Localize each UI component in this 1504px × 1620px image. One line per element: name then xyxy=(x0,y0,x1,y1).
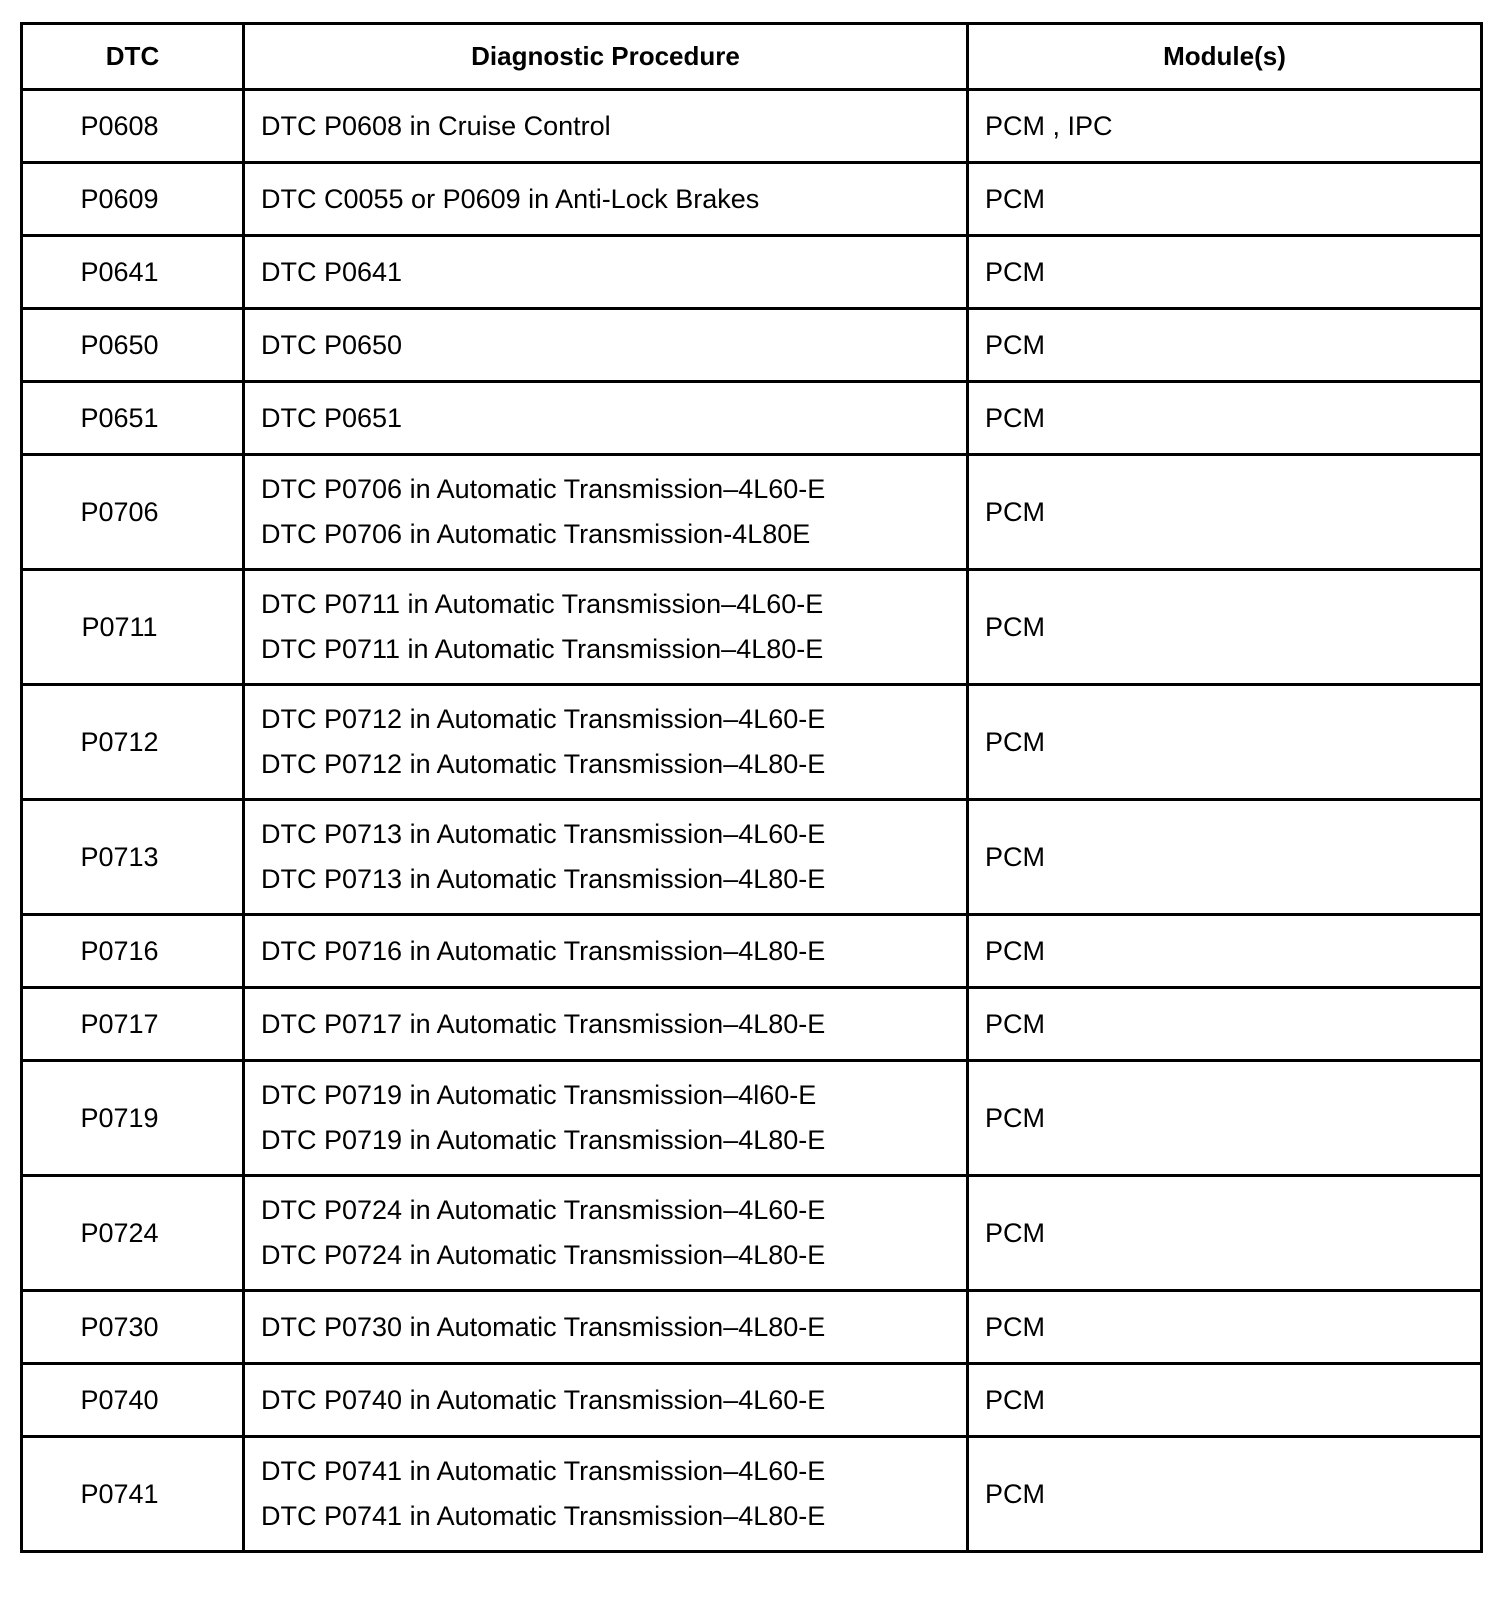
table-row xyxy=(22,236,1482,309)
diagnostic-procedure-link: DTC P0724 in Automatic Transmission–4L80-E xyxy=(261,1240,826,1270)
diagnostic-procedure-cell xyxy=(244,163,968,236)
diagnostic-procedure-link: DTC P0641 xyxy=(261,256,403,287)
diagnostic-procedure-link: DTC P0741 in Automatic Transmission–4L80-E xyxy=(261,1501,826,1531)
modules-cell: PCM xyxy=(968,382,1482,455)
diagnostic-procedure-cell xyxy=(244,800,968,915)
table-header-row xyxy=(22,24,1482,90)
dtc-code: P0716 xyxy=(22,915,244,988)
diagnostic-procedure-link: DTC P0706 in Automatic Transmission–4L60-E xyxy=(261,474,826,504)
diagnostic-procedure-cell xyxy=(244,90,968,163)
diagnostic-procedure-link: DTC P0719 in Automatic Transmission–4L80-E xyxy=(261,1125,826,1155)
diagnostic-procedure-cell xyxy=(244,382,968,455)
diagnostic-procedure-cell xyxy=(244,1364,968,1437)
dtc-code: P0740 xyxy=(22,1364,244,1437)
dtc-code: P0651 xyxy=(22,382,244,455)
dtc-code: P0608 xyxy=(22,90,244,163)
modules-cell: PCM xyxy=(968,915,1482,988)
table-row xyxy=(22,309,1482,382)
diagnostic-procedure-link: DTC P0740 in Automatic Transmission–4L60-E xyxy=(261,1384,826,1415)
dtc-code: P0719 xyxy=(22,1061,244,1176)
dtc-code: P0717 xyxy=(22,988,244,1061)
dtc-code: P0711 xyxy=(22,570,244,685)
diagnostic-procedure-cell xyxy=(244,685,968,800)
dtc-table xyxy=(20,22,1483,1553)
diagnostic-procedure-cell xyxy=(244,309,968,382)
diagnostic-procedure-cell xyxy=(244,236,968,309)
diagnostic-procedure-cell xyxy=(244,1291,968,1364)
diagnostic-procedure-link: DTC P0730 in Automatic Transmission–4L80-E xyxy=(261,1311,826,1342)
dtc-code: P0641 xyxy=(22,236,244,309)
diagnostic-procedure-link: DTC P0719 in Automatic Transmission–4l60-E xyxy=(261,1080,817,1110)
table-row xyxy=(22,1291,1482,1364)
table-row xyxy=(22,455,1482,570)
modules-cell: PCM xyxy=(968,988,1482,1061)
table-row xyxy=(22,163,1482,236)
table-row xyxy=(22,382,1482,455)
modules-cell: PCM xyxy=(968,236,1482,309)
table-row xyxy=(22,915,1482,988)
dtc-table-page xyxy=(20,22,1480,1553)
diagnostic-procedure-link: DTC P0713 in Automatic Transmission–4L80-E xyxy=(261,864,826,894)
diagnostic-procedure-cell xyxy=(244,455,968,570)
modules-cell: PCM xyxy=(968,1061,1482,1176)
modules-cell: PCM xyxy=(968,800,1482,915)
modules-cell: PCM xyxy=(968,685,1482,800)
dtc-code: P0724 xyxy=(22,1176,244,1291)
diagnostic-procedure-cell xyxy=(244,988,968,1061)
diagnostic-procedure-link: DTC C0055 or P0609 in Anti-Lock Brakes xyxy=(261,183,760,214)
diagnostic-procedure-link: DTC P0741 in Automatic Transmission–4L60-E xyxy=(261,1456,826,1486)
modules-cell: PCM xyxy=(968,309,1482,382)
diagnostic-procedure-cell xyxy=(244,1437,968,1552)
modules-cell: PCM xyxy=(968,455,1482,570)
table-row xyxy=(22,988,1482,1061)
table-row xyxy=(22,1061,1482,1176)
diagnostic-procedure-link: DTC P0717 in Automatic Transmission–4L80-E xyxy=(261,1008,826,1039)
dtc-code: P0706 xyxy=(22,455,244,570)
table-row xyxy=(22,1176,1482,1291)
diagnostic-procedure-link: DTC P0651 xyxy=(261,402,403,433)
diagnostic-procedure-link: DTC P0712 in Automatic Transmission–4L60-E xyxy=(261,704,826,734)
header-dtc: DTC xyxy=(22,24,244,90)
modules-cell: PCM xyxy=(968,1291,1482,1364)
table-body xyxy=(22,90,1482,1552)
table-row xyxy=(22,90,1482,163)
table-row xyxy=(22,1437,1482,1552)
header-modules: Module(s) xyxy=(968,24,1482,90)
modules-cell: PCM xyxy=(968,163,1482,236)
table-row xyxy=(22,685,1482,800)
diagnostic-procedure-link: DTC P0706 in Automatic Transmission-4L80E xyxy=(261,519,811,549)
diagnostic-procedure-cell xyxy=(244,570,968,685)
dtc-code: P0609 xyxy=(22,163,244,236)
modules-cell: PCM xyxy=(968,570,1482,685)
dtc-code: P0712 xyxy=(22,685,244,800)
diagnostic-procedure-link: DTC P0711 in Automatic Transmission–4L60-E xyxy=(261,589,824,619)
diagnostic-procedure-link: DTC P0650 xyxy=(261,329,403,360)
diagnostic-procedure-link: DTC P0608 in Cruise Control xyxy=(261,110,611,141)
diagnostic-procedure-link: DTC P0716 in Automatic Transmission–4L80-E xyxy=(261,935,826,966)
diagnostic-procedure-link: DTC P0713 in Automatic Transmission–4L60-E xyxy=(261,819,826,849)
modules-cell: PCM xyxy=(968,1176,1482,1291)
header-diagnostic-procedure: Diagnostic Procedure xyxy=(244,24,968,90)
table-row xyxy=(22,800,1482,915)
dtc-code: P0741 xyxy=(22,1437,244,1552)
dtc-code: P0730 xyxy=(22,1291,244,1364)
dtc-code: P0650 xyxy=(22,309,244,382)
dtc-code: P0713 xyxy=(22,800,244,915)
diagnostic-procedure-link: DTC P0724 in Automatic Transmission–4L60-E xyxy=(261,1195,826,1225)
modules-cell: PCM xyxy=(968,1437,1482,1552)
diagnostic-procedure-link: DTC P0712 in Automatic Transmission–4L80-E xyxy=(261,749,826,779)
diagnostic-procedure-cell xyxy=(244,1061,968,1176)
table-row xyxy=(22,1364,1482,1437)
diagnostic-procedure-link: DTC P0711 in Automatic Transmission–4L80-E xyxy=(261,634,824,664)
diagnostic-procedure-cell xyxy=(244,915,968,988)
table-row xyxy=(22,570,1482,685)
diagnostic-procedure-cell xyxy=(244,1176,968,1291)
modules-cell: PCM xyxy=(968,1364,1482,1437)
modules-cell: PCM , IPC xyxy=(968,90,1482,163)
